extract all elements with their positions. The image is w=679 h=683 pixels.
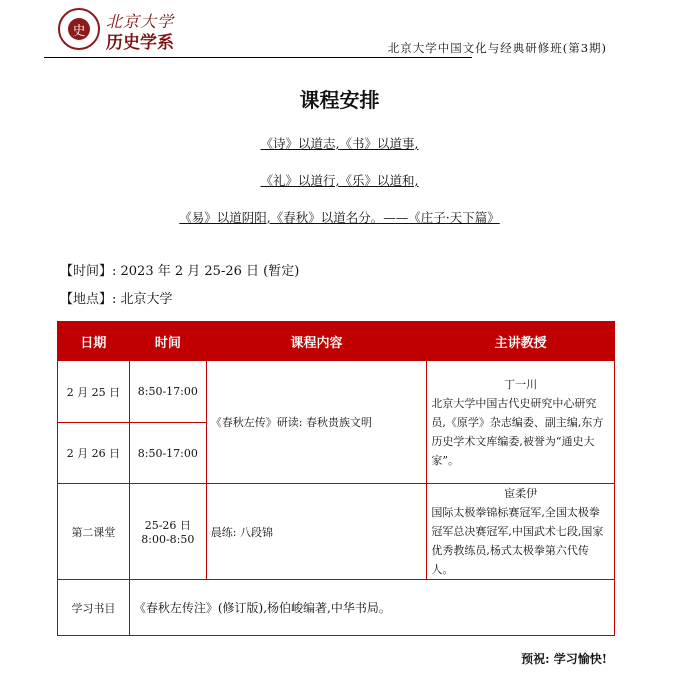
seal-char: 史	[68, 18, 90, 40]
time-hours: 8:00-8:50	[141, 533, 195, 546]
course-cell: 《春秋左传》研读: 春秋贵族文明	[206, 361, 427, 484]
table-header-row	[58, 322, 615, 361]
page-title: 课程安排	[299, 88, 380, 112]
table-row	[58, 484, 615, 580]
event-place: 【地点】: 北京大学	[60, 292, 173, 307]
schedule-table	[57, 321, 615, 636]
reading-list: 《春秋左传注》(修订版),杨伯峻编著,中华书局。	[129, 580, 614, 636]
quote-line-3	[0, 208, 679, 226]
table-row	[58, 361, 615, 423]
table-row	[58, 580, 615, 636]
header-professor: 主讲教授	[427, 322, 615, 361]
professor-bio: 国际太极拳锦标赛冠军,全国太极拳冠军总决赛冠军,中国武术七段,国家优秀教练员,杨式太极拳第六代传人。	[431, 506, 604, 576]
header-content: 课程内容	[206, 322, 427, 361]
quote-line-1	[0, 134, 679, 152]
logo-line-2: 历史学系	[106, 33, 174, 53]
time-cell	[129, 484, 206, 580]
event-time: 【时间】: 2023 年 2 月 25-26 日 (暂定)	[60, 264, 300, 279]
quote-text: 《礼》以道行,《乐》以道和,	[260, 173, 419, 188]
professor-name: 宦柔伊	[504, 487, 538, 500]
department-seal-logo	[58, 8, 100, 50]
professor-bio: 北京大学中国古代史研究中心研究员,《原学》杂志编委、副主编,东方历史学术文库编委,被誉为“通史大家”。	[431, 396, 604, 467]
program-name: 北京大学中国文化与经典研修班(第3期)	[387, 41, 607, 55]
logo-line-1: 北京大学	[106, 12, 175, 31]
closing-wish: 预祝: 学习愉快!	[521, 652, 607, 666]
time-cell: 8:50-17:00	[129, 423, 206, 484]
date-cell: 第二课堂	[58, 484, 130, 580]
date-cell: 2 月 26 日	[58, 423, 130, 484]
quote-text: 《易》以道阴阳,《春秋》以道名分。——《庄子·天下篇》	[179, 210, 500, 225]
time-cell: 8:50-17:00	[129, 361, 206, 423]
professor-cell	[427, 361, 615, 484]
quote-text: 《诗》以道志,《书》以道事,	[260, 136, 419, 151]
date-cell: 2 月 25 日	[58, 361, 130, 423]
professor-cell	[427, 484, 615, 580]
header-date: 日期	[58, 322, 130, 361]
time-days: 25-26 日	[144, 519, 191, 532]
header-time: 时间	[129, 322, 206, 361]
professor-name: 丁一川	[504, 377, 538, 391]
course-cell: 晨练: 八段锦	[206, 484, 427, 580]
header-rule	[44, 57, 472, 58]
reading-label: 学习书目	[58, 580, 130, 636]
quote-line-2	[0, 171, 679, 189]
